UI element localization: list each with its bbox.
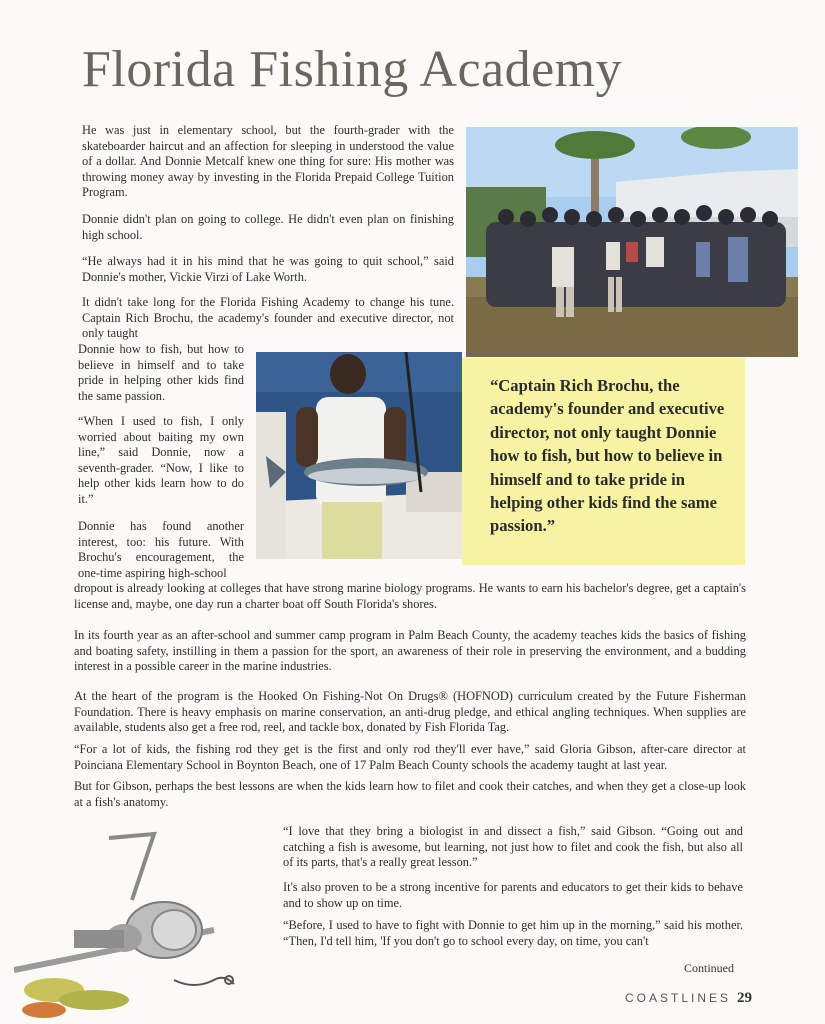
fishing-reel-illustration	[14, 830, 264, 1020]
paragraph-2: Donnie didn't plan on going to college. He didn't even plan on finishing high school.	[82, 212, 454, 242]
paragraph-12: It's also proven to be a strong incentive for parents and educators to get their kids to behave and to show up on time.	[283, 880, 743, 910]
paragraph-7: In its fourth year as an after-school and summer camp program in Palm Beach County, the academy teaches kids the basics of fishing and boating safety, instilling in them a passion for the sport, an awareness of their role in preserving the environment, and a budding interest in a possible career in the marine industries.	[74, 628, 746, 674]
paragraph-10: But for Gibson, perhaps the best lessons are when the kids learn how to filet and cook their catches, and when they get a close-up look at a fish's anatomy.	[74, 779, 746, 809]
paragraph-11: “I love that they bring a biologist in and dissect a fish,” said Gibson. “Going out and catching a fish is awesome, but learning, not just how to filet and cook the fish, but also all of its parts, that's a really great lesson.”	[283, 824, 743, 870]
paragraph-4a: It didn't take long for the Florida Fishing Academy to change his tune. Captain Rich Brochu, the academy's founder and executive director, not only taught	[82, 295, 454, 341]
page-footer	[625, 990, 752, 1007]
continued-label: Continued	[684, 961, 734, 975]
paragraph-3: “He always had it in his mind that he was going to quit school,” said Donnie's mother, Vickie Virzi of Lake Worth.	[82, 254, 454, 284]
fish-photo-image	[256, 352, 462, 559]
paragraph-8: At the heart of the program is the Hooked On Fishing-Not On Drugs® (HOFNOD) curriculum created by the Future Fisherman Foundation. There is heavy emphasis on marine conservation, an anti-drug pledge, and ethical angling techniques. When supplies are available, students also get a free rod, reel, and tackle box, donated by Fish Florida Tag.	[74, 689, 746, 735]
group-photo-image	[466, 127, 798, 357]
group-photo	[466, 127, 798, 357]
magazine-name: COASTLINES	[625, 991, 732, 1005]
paragraph-6b: dropout is already looking at colleges that have strong marine biology programs. He wants to earn his bachelor's degree, get a captain's license and, maybe, one day run a charter boat off South Florida's shores.	[74, 581, 746, 611]
paragraph-9: “For a lot of kids, the fishing rod they get is the first and only rod they'll ever have,” said Gloria Gibson, after-care director at Poinciana Elementary School in Boynton Beach, one of 17 Palm Beach County schools the academy taught at last year.	[74, 742, 746, 772]
page-number: 29	[737, 990, 753, 1006]
pull-quote-box	[462, 358, 745, 565]
paragraph-6a: Donnie has found another interest, too: his future. With Brochu's encouragement, the one-time aspiring high-school	[78, 519, 244, 580]
fishing-reel-icon	[14, 830, 264, 1020]
fish-photo	[256, 352, 462, 559]
paragraph-13: “Before, I used to have to fight with Donnie to get him up in the morning,” said his mother. “Then, I'd tell him, 'If you don't go to school every day, on time, you can't	[283, 918, 743, 948]
paragraph-4b: Donnie how to fish, but how to believe in himself and to take pride in helping other kids find the same passion.	[78, 342, 244, 403]
paragraph-1: He was just in elementary school, but the fourth-grader with the skateboarder haircut and an affection for sleeping in understood the value of a dollar. And Donnie Metcalf knew one thing for sure: His mother was throwing money away by investing in the Florida Prepaid College Tuition Program.	[82, 123, 454, 200]
pull-quote-text: “Captain Rich Brochu, the academy's founder and executive director, not only taught Donnie how to fish, but how to believe in himself and to take pride in helping other kids find the same passion.”	[490, 376, 725, 536]
article-title: Florida Fishing Academy	[82, 41, 623, 98]
paragraph-5: “When I used to fish, I only worried about baiting my own line,” said Donnie, now a seventh-grader. “Now, I like to help other kids learn how to do it.”	[78, 414, 244, 506]
